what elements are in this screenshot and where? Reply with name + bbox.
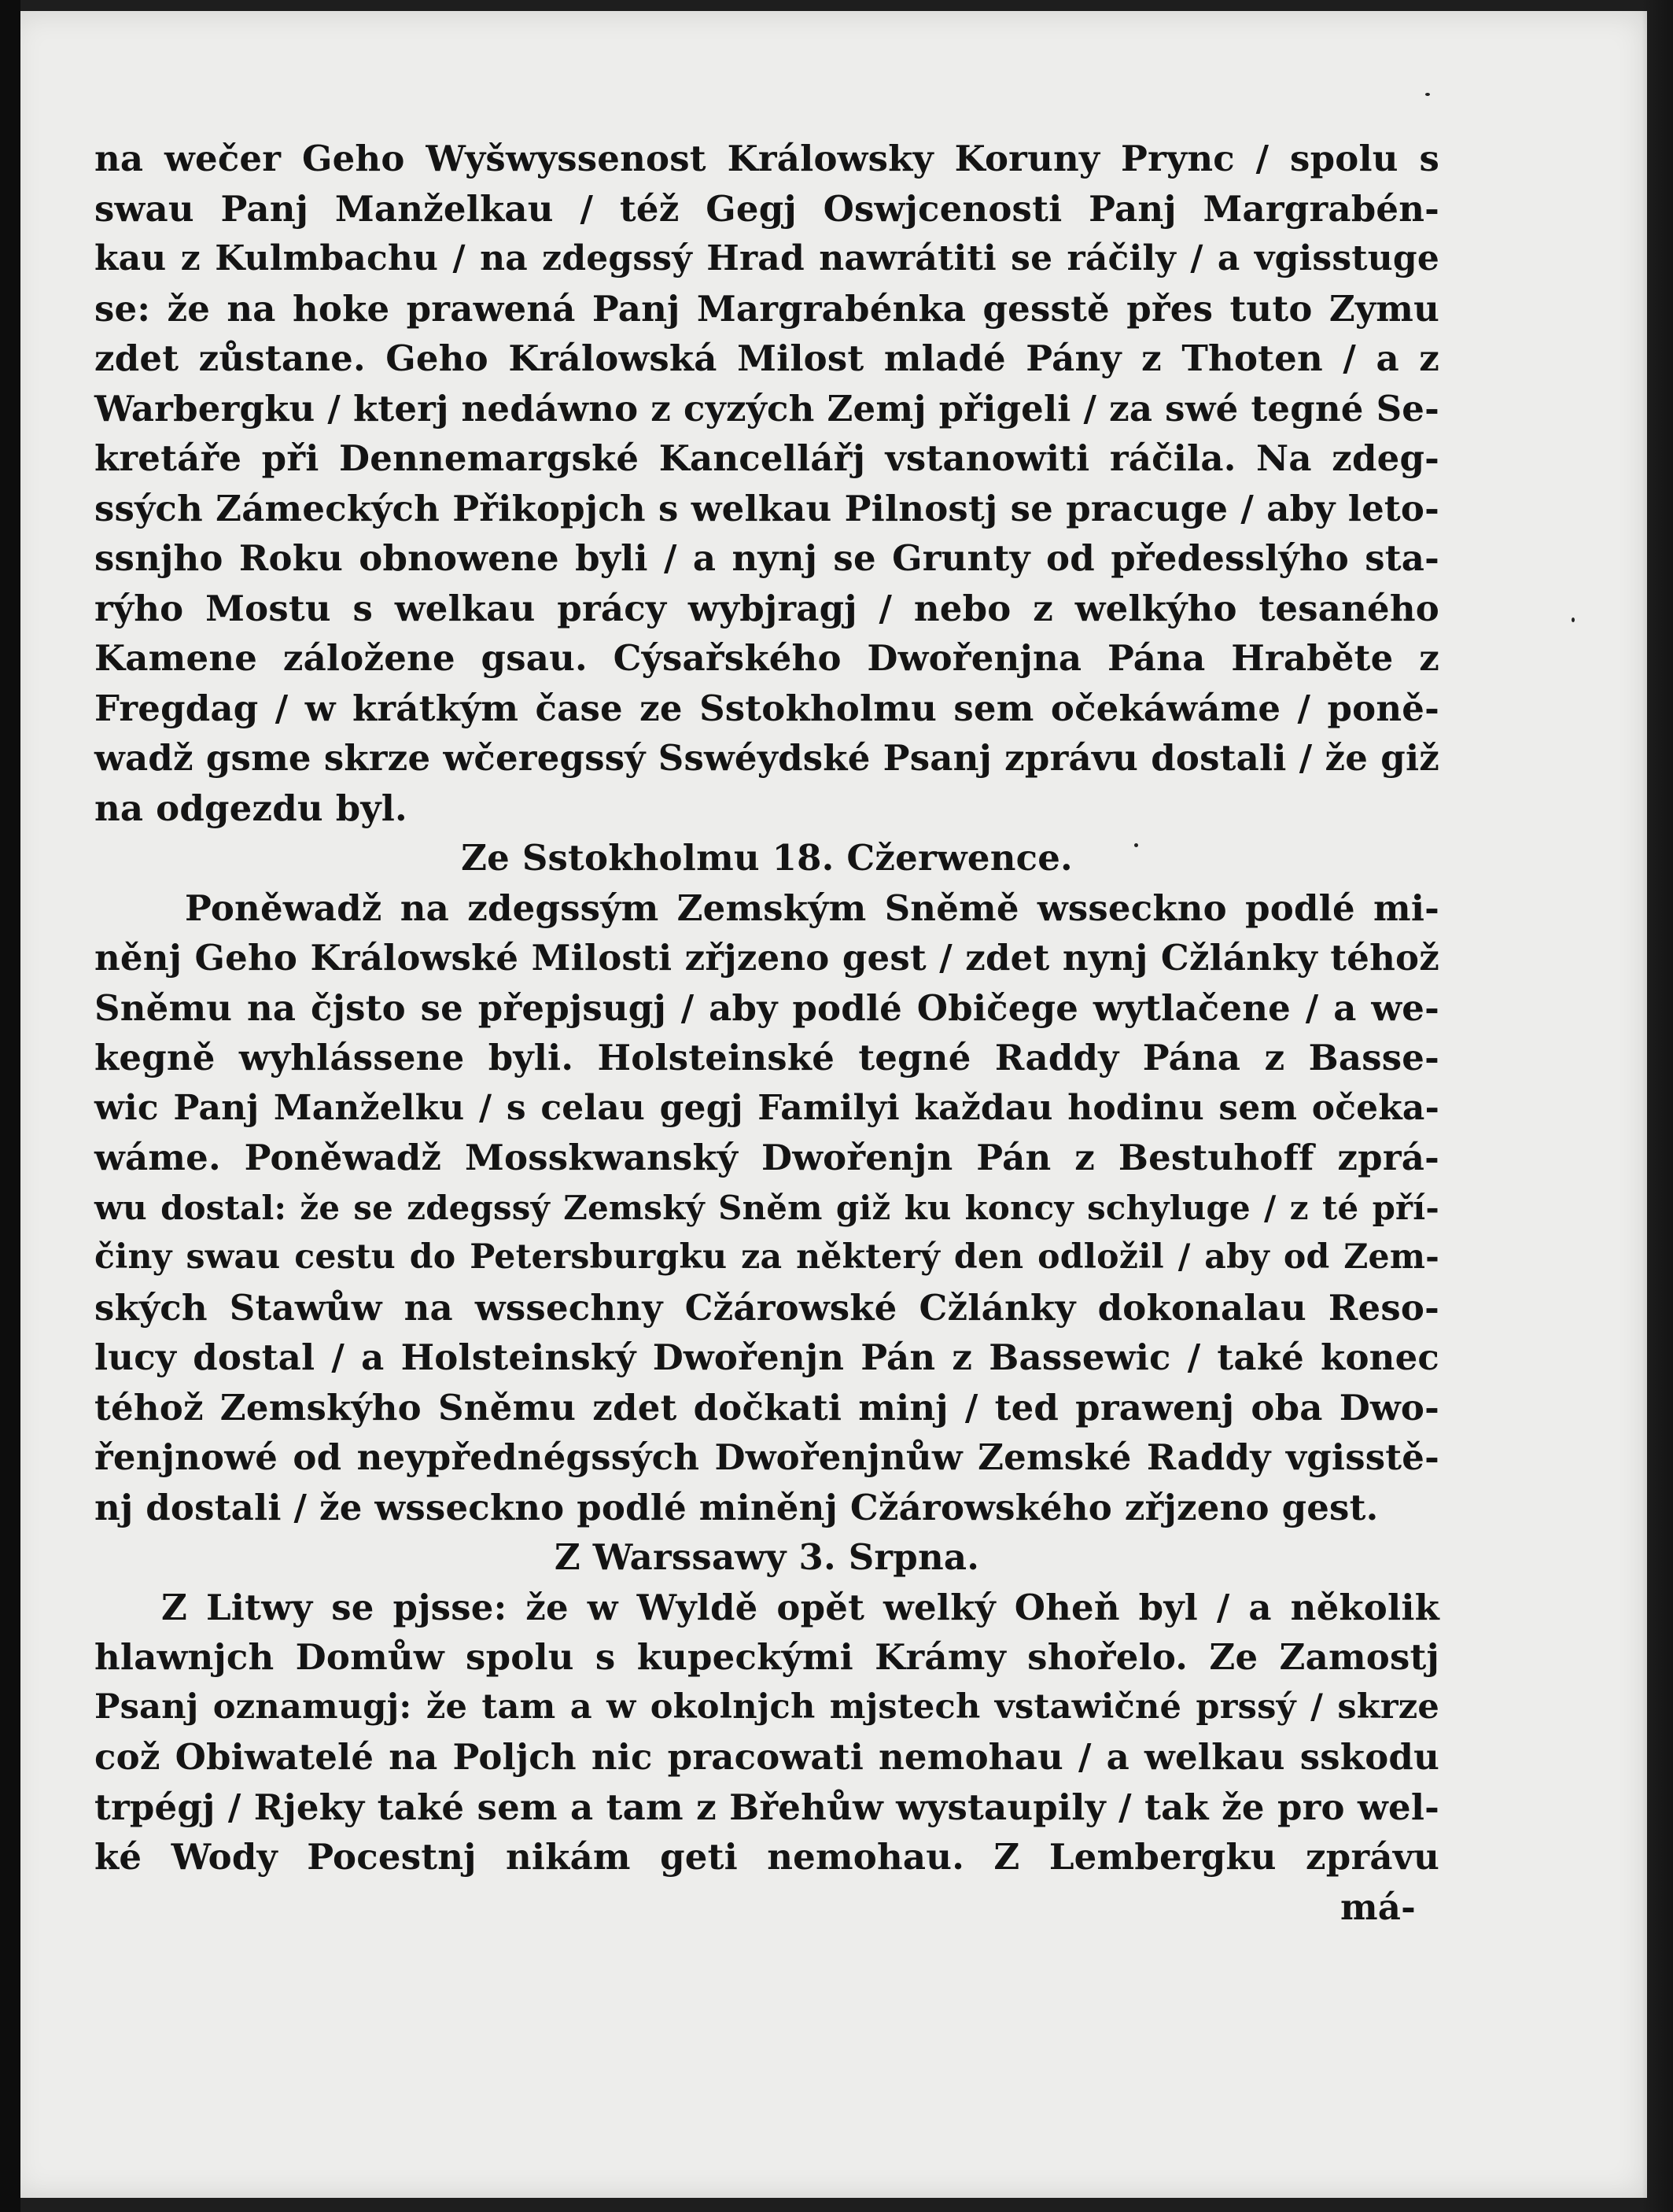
text-line: Kamene záložene gsau. Cýsařského Dwořenjna Pána Hraběte z bbox=[94, 637, 1439, 679]
text-line: něnj Geho Králowské Milosti zřjzeno gest / zdet nynj Cžlánky téhož bbox=[94, 937, 1439, 979]
text-line: wáme. Poněwadž Mosskwanský Dwořenjn Pán z Bestuhoff zprá- bbox=[94, 1137, 1439, 1178]
text-line: Warbergku / kterj nedáwno z cyzých Zemj přigeli / za swé tegné Se- bbox=[94, 387, 1439, 429]
text-line: kau z Kulmbachu / na zdegssý Hrad nawrátiti se ráčily / a vgisstuge bbox=[94, 238, 1439, 278]
text-line: což Obiwatelé na Poljch nic pracowati nemohau / a welkau sskodu bbox=[94, 1736, 1439, 1778]
text-line: Z Litwy se pjsse: že w Wyldě opět welký Oheň byl / a několik bbox=[161, 1586, 1439, 1628]
text-line: wu dostal: že se zdegssý Zemský Sněm giž ku koncy schyluge / z té pří- bbox=[94, 1188, 1439, 1227]
text-line: téhož Zemskýho Sněmu zdet dočkati minj / ted prawenj oba Dwo- bbox=[94, 1386, 1439, 1429]
document-text bbox=[94, 134, 1439, 1932]
text-line: Psanj oznamugj: že tam a w okolnjch mjstech vstawičné prssý / skrze bbox=[94, 1687, 1439, 1727]
dateline-heading: Z Warssawy 3. Srpna. bbox=[554, 1536, 980, 1578]
text-line: Poněwadž na zdegssým Zemským Sněmě wsseckno podlé mi- bbox=[185, 887, 1439, 929]
page-binding-edge bbox=[0, 0, 20, 2212]
text-line: swau Panj Manželkau / též Gegj Oswjcenosti Panj Margrabén- bbox=[94, 187, 1439, 230]
text-line: činy swau cestu do Petersburgku za některý den odložil / aby od Zem- bbox=[94, 1237, 1439, 1277]
text-line: Sněmu na čjsto se přepjsugj / aby podlé Običege wytlačene / a we- bbox=[94, 986, 1439, 1029]
dateline-heading: Ze Sstokholmu 18. Cžerwence. bbox=[461, 837, 1073, 879]
text-line: ké Wody Pocestnj nikám geti nemohau. Z Lembergku zprávu bbox=[94, 1836, 1439, 1878]
text-line: trpégj / Rjeky také sem a tam z Břehůw wystaupily / tak že pro wel- bbox=[94, 1786, 1439, 1828]
text-line: na odgezdu byl. bbox=[94, 787, 407, 829]
text-line: se: že na hoke prawená Panj Margrabénka gesstě přes tuto Zymu bbox=[94, 287, 1439, 330]
text-line: ssých Zámeckých Přikopjch s welkau Pilnostj se pracuge / aby leto- bbox=[94, 487, 1439, 529]
text-line: wic Panj Manželku / s celau gegj Familyi každau hodinu sem očeka- bbox=[94, 1087, 1439, 1128]
text-line: na wečer Geho Wyšwyssenost Králowsky Koruny Prync / spolu s bbox=[94, 138, 1439, 179]
catchword: má- bbox=[1340, 1886, 1416, 1928]
text-line: kretáře při Dennemargské Kancellářj vstanowiti ráčila. Na zdeg- bbox=[94, 437, 1439, 479]
text-line: rýho Mostu s welkau prácy wybjragj / nebo z welkýho tesaného bbox=[94, 587, 1439, 629]
text-line: hlawnjch Domůw spolu s kupeckými Krámy shořelo. Ze Zamostj bbox=[94, 1636, 1439, 1678]
ink-speck bbox=[1572, 618, 1575, 622]
text-line: Fregdag / w krátkým čase ze Sstokholmu sem očekáwáme / poně- bbox=[94, 687, 1439, 729]
text-line: nj dostali / že wsseckno podlé miněnj Cžárowského zřjzeno gest. bbox=[94, 1486, 1379, 1528]
page-right-shadow bbox=[1642, 0, 1673, 2212]
text-line: wadž gsme skrze wčeregssý Sswéydské Psanj zprávu dostali / že giž bbox=[94, 737, 1439, 779]
text-line: ských Stawůw na wssechny Cžárowské Cžlánky dokonalau Reso- bbox=[94, 1286, 1439, 1329]
text-line: řenjnowé od neypřednégssých Dwořenjnůw Zemské Raddy vgisstě- bbox=[94, 1436, 1439, 1478]
text-line: zdet zůstane. Geho Králowská Milost mladé Pány z Thoten / a z bbox=[94, 337, 1439, 379]
ink-speck bbox=[1425, 93, 1430, 96]
text-line: ssnjho Roku obnowene byli / a nynj se Grunty od předesslýho sta- bbox=[94, 537, 1439, 579]
text-line: lucy dostal / a Holsteinský Dwořenjn Pán z Bassewic / také konec bbox=[94, 1336, 1439, 1378]
text-line: kegně wyhlássene byli. Holsteinské tegné Raddy Pána z Basse- bbox=[94, 1037, 1439, 1078]
